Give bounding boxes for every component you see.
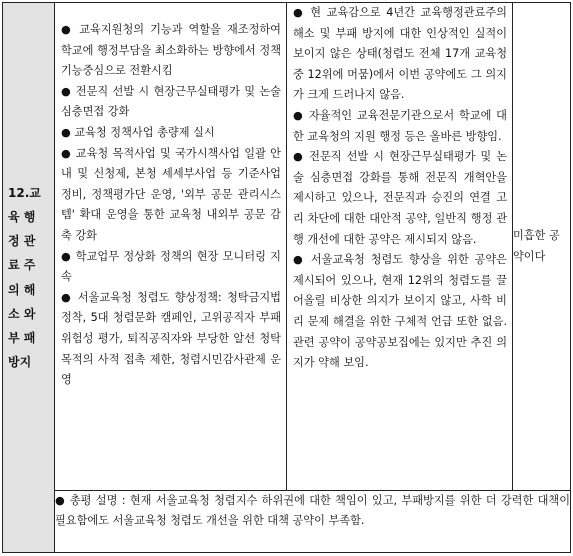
- row-header-line: 정 관: [8, 234, 36, 249]
- pledge-item: ● 교육청 정책사업 총량제 실시: [61, 125, 215, 139]
- pledge-item: ● 서울교육청 청렴도 향상정책: 청탁금지법 정착, 5대 청렴문화 캠페인, 고위공직자 부패위험성 평가, 퇴직공직자와 부당한 알선 청탁 목적의 사적 접촉 제한, 청렴시민감사관제 운영: [61, 290, 281, 387]
- evaluation-item: ● 전문직 선발 시 현장근무실태평가 및 논술 심층면접 강화를 통해 전문직 개혁안을 제시하고 있으나, 전문직과 승진의 연결 고리 차단에 대한 대안적 공약, 일반직 행정 관행 개선에 대한 공약은 제시되지 않음.: [293, 150, 507, 246]
- evaluation-item: ● 현 교육감으로 4년간 교육행정관료주의 해소 및 부패 방지에 대한 인상적인 실적이 보이지 않은 상태(청렴도 전체 17개 교육청 중 12위에 머뭄)에서 이번 공약에도 그 의지가 크게 드러나지 않음.: [293, 6, 507, 102]
- summary-text: ● 총평 설명 : 현재 서울교육청 청렴지수 하위권에 대한 책임이 있고, 부패방지를 위한 더 강력한 대책이 필요함에도 서울교육청 청렴도 개선을 위한 대책 공약이 부족함.: [55, 494, 570, 528]
- evaluation-item: ● 서울교육청 청렴도 향상을 위한 공약은 제시되어 있으나, 현재 12위의 청렴도를 끌어올릴 비상한 의지가 보이지 않고, 사학 비리 문제 해결을 위한 구체적 언급 또한 없음. 관련 공약이 공약공보집에는 있지만 추진 의지가 약해 보임.: [293, 253, 507, 370]
- row-header-line: 료 주: [8, 258, 36, 273]
- evaluation-cell: [287, 3, 513, 491]
- table-row: [3, 3, 571, 491]
- pledge-content-cell: [55, 3, 287, 491]
- row-header-line: 소 와: [8, 306, 36, 321]
- pledge-item: ● 학교업무 정상화 정책의 현장 모니터링 지속: [61, 249, 281, 284]
- row-header-line: 방지: [8, 355, 32, 370]
- pledge-item: ● 교육청 목적사업 및 국가시책사업 일괄 안내 및 신청제, 본청 세세부사업 등 기준사업 정비, 정책평가단 운영, '외부 공문 관리시스템' 확대 운영을 통한 교육청 내외부 공문 감축 강화: [61, 146, 281, 242]
- row-header-line: 의 해: [8, 282, 36, 297]
- pledge-evaluation-table: [2, 2, 571, 553]
- pledge-item: ● 교육지원청의 기능과 역할을 재조정하여 학교에 행정부담을 최소화하는 방향에서 정책 기능중심으로 전환시킴: [61, 23, 281, 78]
- row-header-line: 12.교: [8, 185, 41, 200]
- row-header-line: 부 패: [8, 330, 36, 345]
- row-header-line: 육 행: [8, 209, 36, 224]
- summary-cell: [55, 491, 571, 553]
- grade-cell: [513, 3, 571, 491]
- table-row: [3, 491, 571, 553]
- pledge-item: ● 전문직 선발 시 현장근무실태평가 및 논술 심층면접 강화: [61, 84, 281, 119]
- grade-text: 미흡한 공약이다: [513, 228, 560, 263]
- row-header-cell: [3, 3, 55, 553]
- evaluation-item: ● 자율적인 교육전문기관으로서 학교에 대한 교육청의 지원 행정 등은 올바른 방향임.: [293, 108, 507, 143]
